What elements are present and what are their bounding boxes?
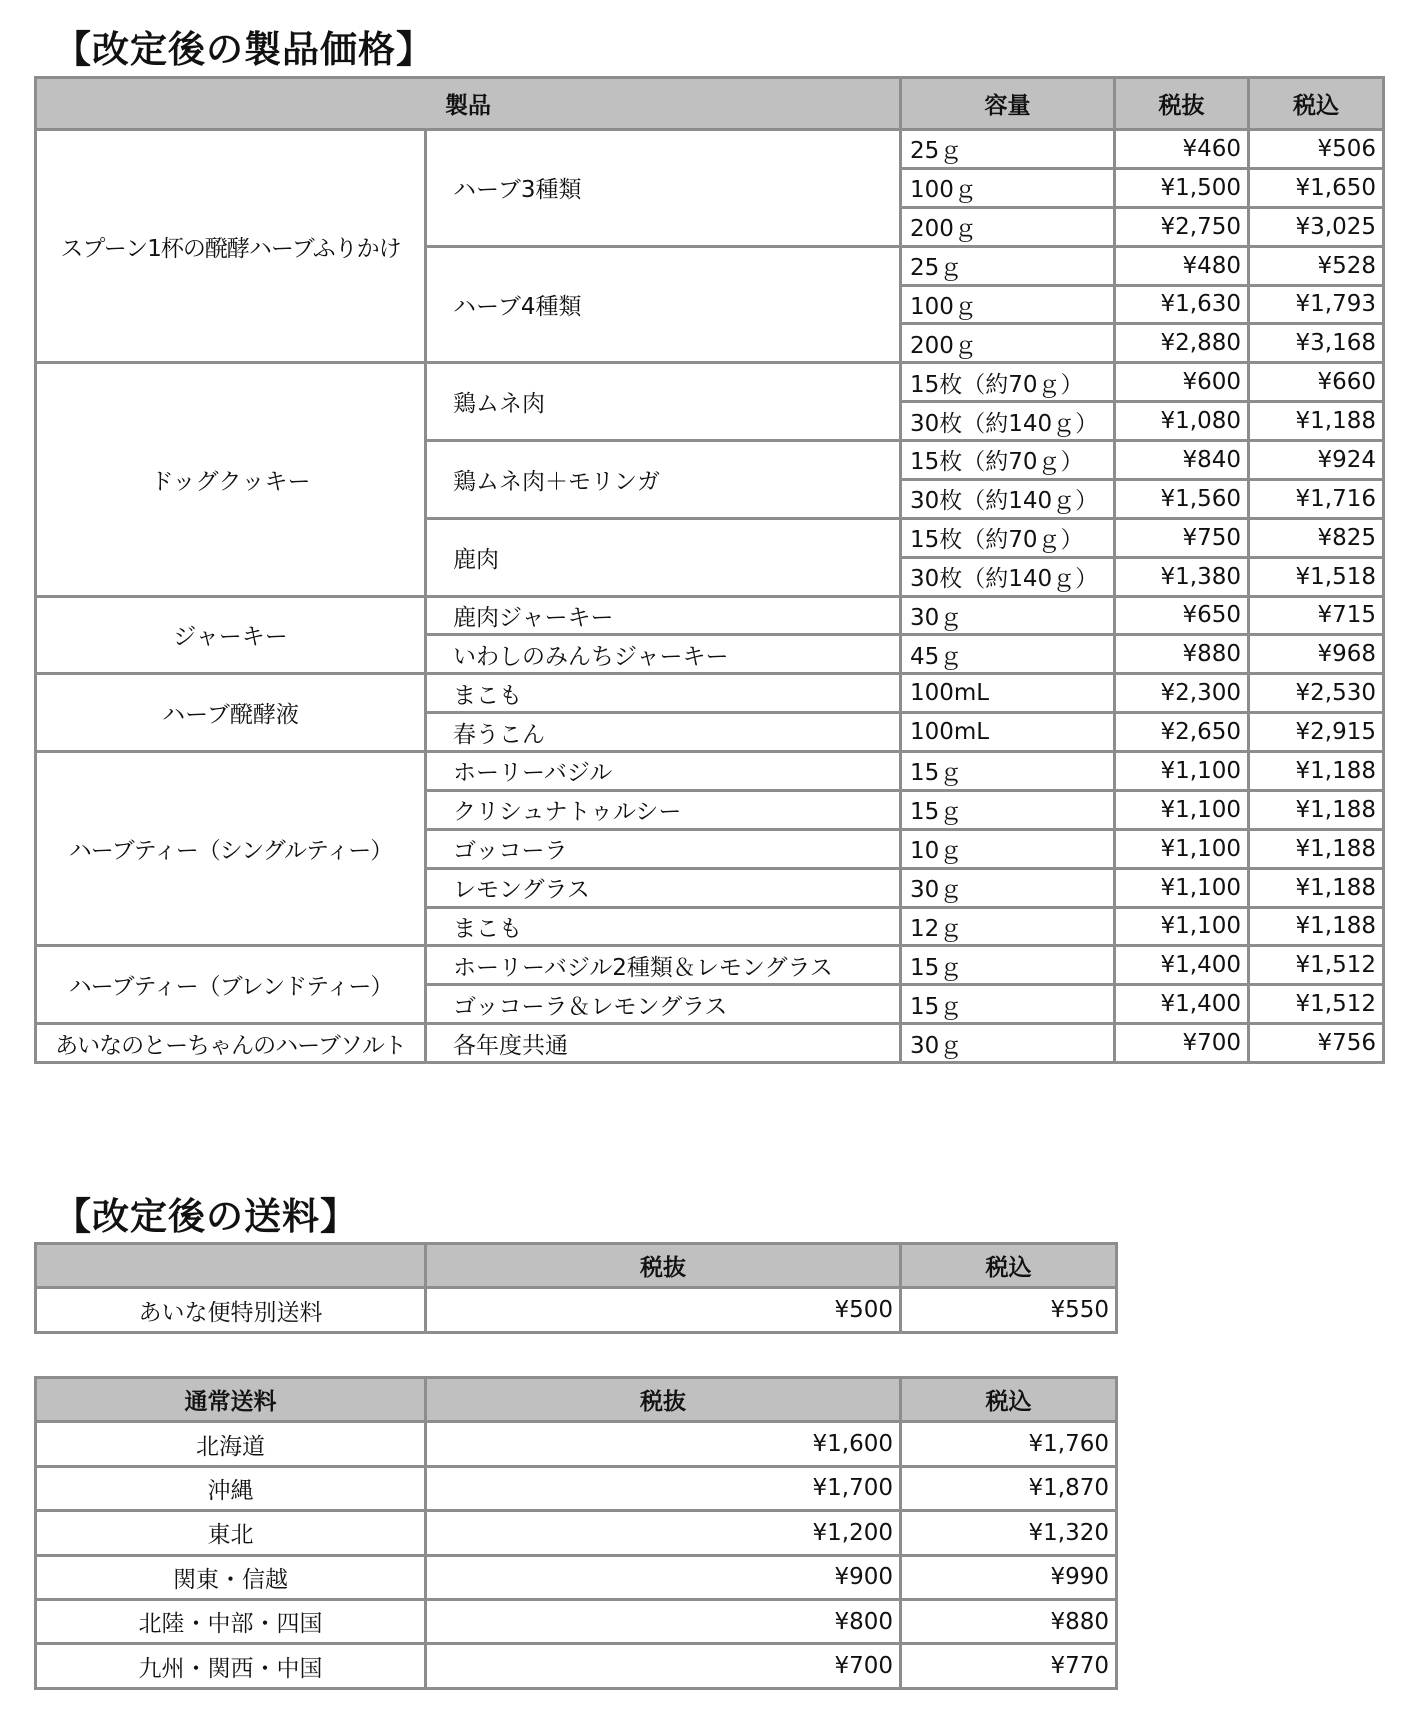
product-price-ex-tax: ¥1,100 xyxy=(1115,752,1249,791)
product-price-ex-tax: ¥1,500 xyxy=(1115,168,1249,207)
product-item-name: 鹿肉 xyxy=(426,518,901,596)
product-price-in-tax: ¥1,518 xyxy=(1249,557,1384,596)
product-price-ex-tax: ¥840 xyxy=(1115,441,1249,480)
product-price-ex-tax: ¥750 xyxy=(1115,518,1249,557)
shipping-region: 沖縄 xyxy=(36,1466,426,1510)
product-capacity: 100mL xyxy=(901,713,1115,752)
product-capacity: 25ｇ xyxy=(901,130,1115,169)
regular-header-in-tax: 税込 xyxy=(901,1378,1117,1422)
shipping-row xyxy=(36,1555,1117,1599)
product-price-ex-tax: ¥2,650 xyxy=(1115,713,1249,752)
product-group-name: スプーン1杯の醗酵ハーブふりかけ xyxy=(36,130,426,363)
product-item-name: 鹿肉ジャーキー xyxy=(426,596,901,635)
product-price-ex-tax: ¥1,560 xyxy=(1115,479,1249,518)
shipping-row xyxy=(36,1466,1117,1510)
special-shipping-table xyxy=(34,1242,1118,1334)
product-capacity: 100ｇ xyxy=(901,285,1115,324)
regular-shipping-body xyxy=(36,1422,1117,1688)
product-item-name: ホーリーバジル xyxy=(426,752,901,791)
product-price-in-tax: ¥968 xyxy=(1249,635,1384,674)
product-price-in-tax: ¥1,188 xyxy=(1249,868,1384,907)
product-capacity: 200ｇ xyxy=(901,324,1115,363)
shipping-section-title: 【改定後の送料】 xyxy=(54,1195,358,1238)
product-item-name: 各年度共通 xyxy=(426,1024,901,1063)
shipping-price-ex-tax: ¥1,700 xyxy=(426,1466,901,1510)
product-price-in-tax: ¥1,512 xyxy=(1249,985,1384,1024)
regular-shipping-table xyxy=(34,1376,1118,1690)
product-capacity: 15ｇ xyxy=(901,985,1115,1024)
product-item-name: ハーブ3種類 xyxy=(426,130,901,247)
product-price-in-tax: ¥1,650 xyxy=(1249,168,1384,207)
shipping-region: 東北 xyxy=(36,1511,426,1555)
product-capacity: 200ｇ xyxy=(901,207,1115,246)
shipping-price-ex-tax: ¥500 xyxy=(426,1288,901,1332)
product-price-ex-tax: ¥1,100 xyxy=(1115,790,1249,829)
table-row xyxy=(36,1024,1384,1063)
shipping-region: 北陸・中部・四国 xyxy=(36,1599,426,1643)
shipping-row xyxy=(36,1511,1117,1555)
product-price-ex-tax: ¥1,100 xyxy=(1115,868,1249,907)
product-group-name: ハーブティー（シングルティー） xyxy=(36,752,426,946)
table-row xyxy=(36,752,1384,791)
product-price-in-tax: ¥660 xyxy=(1249,363,1384,402)
product-capacity: 100ｇ xyxy=(901,168,1115,207)
shipping-price-in-tax: ¥550 xyxy=(901,1288,1117,1332)
special-header-ex-tax: 税抜 xyxy=(426,1244,901,1288)
shipping-price-ex-tax: ¥1,600 xyxy=(426,1422,901,1466)
product-price-ex-tax: ¥700 xyxy=(1115,1024,1249,1063)
header-price-in-tax: 税込 xyxy=(1249,78,1384,130)
product-price-in-tax: ¥1,188 xyxy=(1249,790,1384,829)
product-capacity: 15枚（約70ｇ） xyxy=(901,441,1115,480)
table-row xyxy=(36,130,1384,169)
shipping-row xyxy=(36,1599,1117,1643)
product-price-ex-tax: ¥1,630 xyxy=(1115,285,1249,324)
product-capacity: 30ｇ xyxy=(901,868,1115,907)
shipping-price-in-tax: ¥770 xyxy=(901,1644,1117,1688)
product-capacity: 25ｇ xyxy=(901,246,1115,285)
product-price-ex-tax: ¥650 xyxy=(1115,596,1249,635)
product-price-in-tax: ¥1,512 xyxy=(1249,946,1384,985)
shipping-price-in-tax: ¥1,320 xyxy=(901,1511,1117,1555)
product-price-ex-tax: ¥600 xyxy=(1115,363,1249,402)
shipping-price-ex-tax: ¥1,200 xyxy=(426,1511,901,1555)
product-price-ex-tax: ¥2,880 xyxy=(1115,324,1249,363)
shipping-row xyxy=(36,1422,1117,1466)
product-item-name: 鶏ムネ肉 xyxy=(426,363,901,441)
product-group-name: ハーブ醗酵液 xyxy=(36,674,426,752)
product-price-in-tax: ¥1,716 xyxy=(1249,479,1384,518)
regular-header-label: 通常送料 xyxy=(36,1378,426,1422)
product-capacity: 15ｇ xyxy=(901,752,1115,791)
regular-shipping-header-row xyxy=(36,1378,1117,1422)
product-price-ex-tax: ¥1,080 xyxy=(1115,402,1249,441)
product-price-in-tax: ¥1,188 xyxy=(1249,402,1384,441)
product-price-in-tax: ¥825 xyxy=(1249,518,1384,557)
product-capacity: 30ｇ xyxy=(901,1024,1115,1063)
special-shipping-header-row xyxy=(36,1244,1117,1288)
product-price-in-tax: ¥1,188 xyxy=(1249,907,1384,946)
product-item-name: 春うこん xyxy=(426,713,901,752)
shipping-row xyxy=(36,1644,1117,1688)
products-price-table xyxy=(34,76,1385,1064)
special-header-label xyxy=(36,1244,426,1288)
shipping-price-in-tax: ¥1,870 xyxy=(901,1466,1117,1510)
product-price-ex-tax: ¥2,750 xyxy=(1115,207,1249,246)
product-capacity: 30枚（約140ｇ） xyxy=(901,402,1115,441)
product-price-in-tax: ¥1,793 xyxy=(1249,285,1384,324)
product-price-in-tax: ¥528 xyxy=(1249,246,1384,285)
product-price-ex-tax: ¥460 xyxy=(1115,130,1249,169)
product-capacity: 15ｇ xyxy=(901,946,1115,985)
product-price-ex-tax: ¥2,300 xyxy=(1115,674,1249,713)
product-item-name: レモングラス xyxy=(426,868,901,907)
product-item-name: いわしのみんちジャーキー xyxy=(426,635,901,674)
product-capacity: 100mL xyxy=(901,674,1115,713)
product-price-in-tax: ¥3,025 xyxy=(1249,207,1384,246)
product-price-in-tax: ¥1,188 xyxy=(1249,829,1384,868)
product-item-name: ゴッコーラ＆レモングラス xyxy=(426,985,901,1024)
product-item-name: ハーブ4種類 xyxy=(426,246,901,363)
shipping-price-in-tax: ¥990 xyxy=(901,1555,1117,1599)
products-table-body xyxy=(36,130,1384,1063)
product-price-ex-tax: ¥1,380 xyxy=(1115,557,1249,596)
shipping-price-in-tax: ¥1,760 xyxy=(901,1422,1117,1466)
product-capacity: 30枚（約140ｇ） xyxy=(901,479,1115,518)
shipping-price-ex-tax: ¥700 xyxy=(426,1644,901,1688)
product-item-name: まこも xyxy=(426,907,901,946)
product-item-name: クリシュナトゥルシー xyxy=(426,790,901,829)
header-product: 製品 xyxy=(36,78,901,130)
product-capacity: 45ｇ xyxy=(901,635,1115,674)
product-capacity: 15ｇ xyxy=(901,790,1115,829)
product-price-in-tax: ¥715 xyxy=(1249,596,1384,635)
product-price-ex-tax: ¥1,100 xyxy=(1115,829,1249,868)
shipping-region: 関東・信越 xyxy=(36,1555,426,1599)
product-price-in-tax: ¥756 xyxy=(1249,1024,1384,1063)
product-capacity: 10ｇ xyxy=(901,829,1115,868)
shipping-region: 北海道 xyxy=(36,1422,426,1466)
special-header-in-tax: 税込 xyxy=(901,1244,1117,1288)
product-price-ex-tax: ¥880 xyxy=(1115,635,1249,674)
product-capacity: 30枚（約140ｇ） xyxy=(901,557,1115,596)
product-price-in-tax: ¥506 xyxy=(1249,130,1384,169)
product-price-in-tax: ¥3,168 xyxy=(1249,324,1384,363)
product-group-name: あいなのとーちゃんのハーブソルト xyxy=(36,1024,426,1063)
product-item-name: ホーリーバジル2種類＆レモングラス xyxy=(426,946,901,985)
product-capacity: 12ｇ xyxy=(901,907,1115,946)
regular-header-ex-tax: 税抜 xyxy=(426,1378,901,1422)
product-price-in-tax: ¥2,915 xyxy=(1249,713,1384,752)
product-item-name: ゴッコーラ xyxy=(426,829,901,868)
header-price-ex-tax: 税抜 xyxy=(1115,78,1249,130)
product-group-name: ジャーキー xyxy=(36,596,426,674)
table-row xyxy=(36,674,1384,713)
products-section-title: 【改定後の製品価格】 xyxy=(54,28,434,71)
product-price-in-tax: ¥2,530 xyxy=(1249,674,1384,713)
product-capacity: 30ｇ xyxy=(901,596,1115,635)
product-capacity: 15枚（約70ｇ） xyxy=(901,518,1115,557)
shipping-price-in-tax: ¥880 xyxy=(901,1599,1117,1643)
table-row xyxy=(36,946,1384,985)
products-header-row xyxy=(36,78,1384,130)
product-price-ex-tax: ¥1,100 xyxy=(1115,907,1249,946)
table-row xyxy=(36,363,1384,402)
shipping-label: あいな便特別送料 xyxy=(36,1288,426,1332)
product-group-name: ドッグクッキー xyxy=(36,363,426,596)
product-price-in-tax: ¥1,188 xyxy=(1249,752,1384,791)
shipping-price-ex-tax: ¥900 xyxy=(426,1555,901,1599)
shipping-price-ex-tax: ¥800 xyxy=(426,1599,901,1643)
product-group-name: ハーブティー（ブレンドティー） xyxy=(36,946,426,1024)
product-price-ex-tax: ¥480 xyxy=(1115,246,1249,285)
header-capacity: 容量 xyxy=(901,78,1115,130)
product-price-ex-tax: ¥1,400 xyxy=(1115,985,1249,1024)
product-price-in-tax: ¥924 xyxy=(1249,441,1384,480)
product-item-name: まこも xyxy=(426,674,901,713)
table-row xyxy=(36,596,1384,635)
shipping-region: 九州・関西・中国 xyxy=(36,1644,426,1688)
shipping-row xyxy=(36,1288,1117,1332)
product-price-ex-tax: ¥1,400 xyxy=(1115,946,1249,985)
product-item-name: 鶏ムネ肉＋モリンガ xyxy=(426,441,901,519)
product-capacity: 15枚（約70ｇ） xyxy=(901,363,1115,402)
